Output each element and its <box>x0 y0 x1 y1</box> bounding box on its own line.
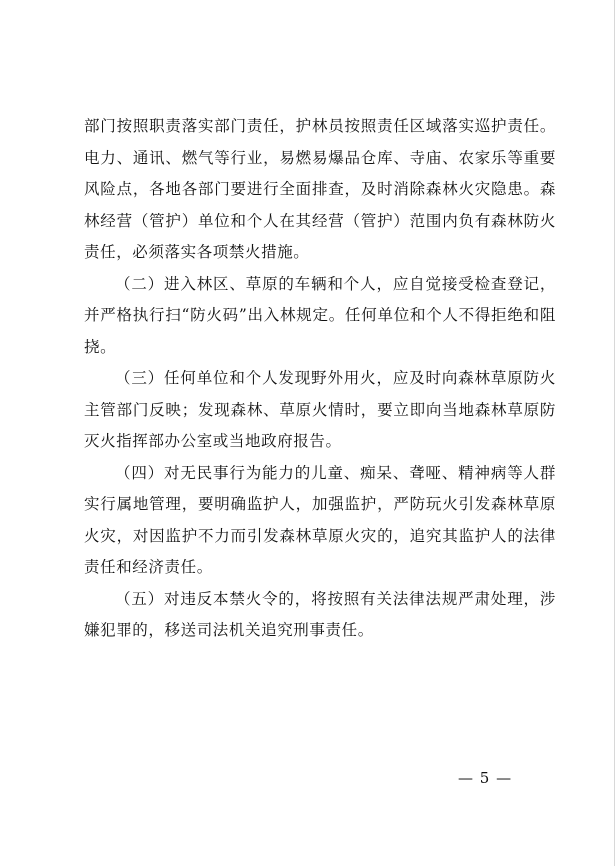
paragraph-item-5: （五）对违反本禁火令的，将按照有关法律法规严肃处理，涉嫌犯罪的，移送司法机关追究刑事责任。 <box>84 589 556 639</box>
paragraph-continuation: 部门按照职责落实部门责任，护林员按照责任区域落实巡护责任。电力、通讯、燃气等行业，易燃易爆品仓库、寺庙、农家乐等重要风险点，各地各部门要进行全面排查，及时消除森林火灾隐患。森林经营（管护）单位和个人在其经营（管护）范围内负有森林防火责任，必须落实各项禁火措施。 <box>84 117 556 261</box>
page-number: — 5 — <box>458 769 513 787</box>
document-body <box>84 111 556 647</box>
paragraph-item-3: （三）任何单位和个人发现野外用火，应及时向森林草原防火主管部门反映；发现森林、草原火情时，要立即向当地森林草原防灭火指挥部办公室或当地政府报告。 <box>84 369 556 450</box>
paragraph-item-4: （四）对无民事行为能力的儿童、痴呆、聋哑、精神病等人群实行属地管理，要明确监护人，加强监护，严防玩火引发森林草原火灾，对因监护不力而引发森林草原火灾的，追究其监护人的法律责任和经济责任。 <box>84 463 556 576</box>
paragraph-item-2: （二）进入林区、草原的车辆和个人，应自觉接受检查登记，并严格执行扫“防火码”出入林规定。任何单位和个人不得拒绝和阻挠。 <box>84 274 556 356</box>
